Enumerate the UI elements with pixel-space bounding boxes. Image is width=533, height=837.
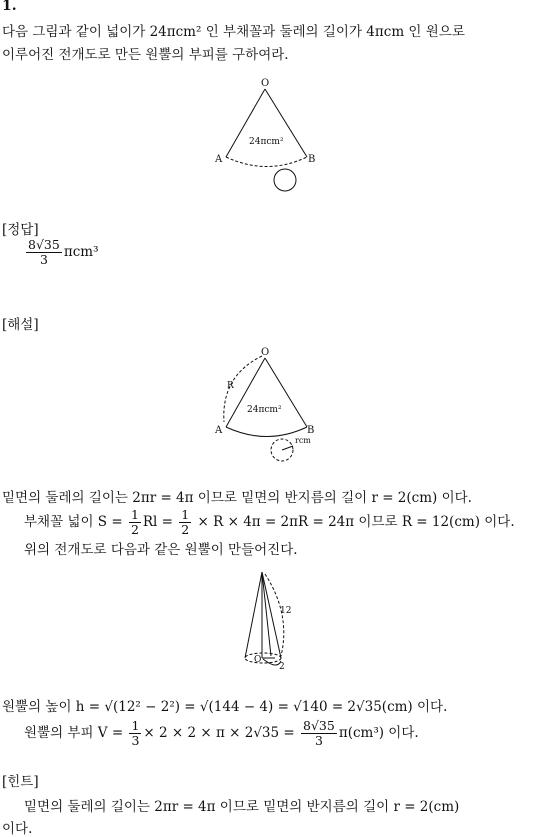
sector-figure bbox=[205, 72, 335, 197]
base-circle bbox=[274, 169, 296, 191]
answer-numerator: 8√35 bbox=[28, 237, 60, 252]
answer-heading: [정답] bbox=[2, 222, 39, 238]
vertex-a-label: A bbox=[215, 425, 223, 436]
side-length-label: R bbox=[227, 381, 234, 391]
problem-text-line-2: 이루어진 전개도로 만든 원뿔의 부피를 구하여라. bbox=[2, 47, 289, 63]
sector-side-right bbox=[265, 358, 307, 427]
hint-line-1: 밑면의 둘레의 길이는 2πr = 4π 이므로 밑면의 반지름의 길이 r = 2(cm) bbox=[24, 799, 460, 815]
radius-length-label: 2 bbox=[279, 662, 285, 672]
sector-side-left bbox=[226, 358, 265, 427]
explanation-line-4: 원뿔의 높이 h = √(12² − 2²) = √(144 − 4) = √140 = 2√35(cm) 이다. bbox=[2, 699, 448, 715]
answer-unit: πcm³ bbox=[63, 244, 99, 260]
explanation-heading: [해설] bbox=[2, 317, 39, 333]
hint-heading: [힌트] bbox=[2, 774, 39, 790]
problem-number: 1. bbox=[2, 0, 17, 14]
vertex-b-label: B bbox=[308, 154, 316, 165]
problem-text-line-1: 다음 그림과 같이 넓이가 24πcm² 인 부채꼴과 둘레의 길이가 4πcm 인 원으로 bbox=[2, 24, 465, 40]
explanation-line-1: 밑면의 둘레의 길이는 2πr = 4π 이므로 밑면의 반지름의 길이 r = 2(cm) 이다. bbox=[2, 490, 472, 506]
sector-arc bbox=[226, 157, 307, 167]
apex-label: O bbox=[261, 347, 270, 358]
answer-denominator: 3 bbox=[39, 252, 48, 267]
sector-area-label: 24πcm² bbox=[249, 137, 284, 147]
sector-area-label: 24πcm² bbox=[247, 405, 282, 415]
answer-value bbox=[24, 238, 98, 267]
explanation-line-5: 원뿔의 부피 V = $\frac{1}{3}$ × 2 × 2 × π × 2√35 = $\frac{8√35}{3}$ π(cm³) 이다. bbox=[24, 718, 419, 748]
radius-line bbox=[282, 446, 293, 450]
cone-figure bbox=[225, 566, 315, 674]
base-center-label: O bbox=[254, 655, 262, 665]
vertex-b-label: B bbox=[307, 425, 315, 436]
sector-labeled-figure bbox=[205, 342, 335, 467]
explanation-line-2: 부채꼴 넓이 S = $\frac{1}{2}$ Rl = $\frac{1}{2}$ × R × 4π = 2πR = 24π 이므로 R = 12(cm) 이다. bbox=[24, 507, 515, 537]
vertex-a-label: A bbox=[215, 154, 223, 165]
radius-label: rcm bbox=[295, 436, 311, 445]
apex-label: O bbox=[261, 78, 270, 89]
cone-side-left bbox=[245, 572, 262, 658]
explanation-line-3: 위의 전개도로 다음과 같은 원뿔이 만들어진다. bbox=[24, 542, 298, 558]
slant-length-label: 12 bbox=[280, 606, 292, 616]
cone-slant-inner bbox=[262, 572, 271, 656]
hint-line-2: 이다. bbox=[2, 821, 33, 837]
